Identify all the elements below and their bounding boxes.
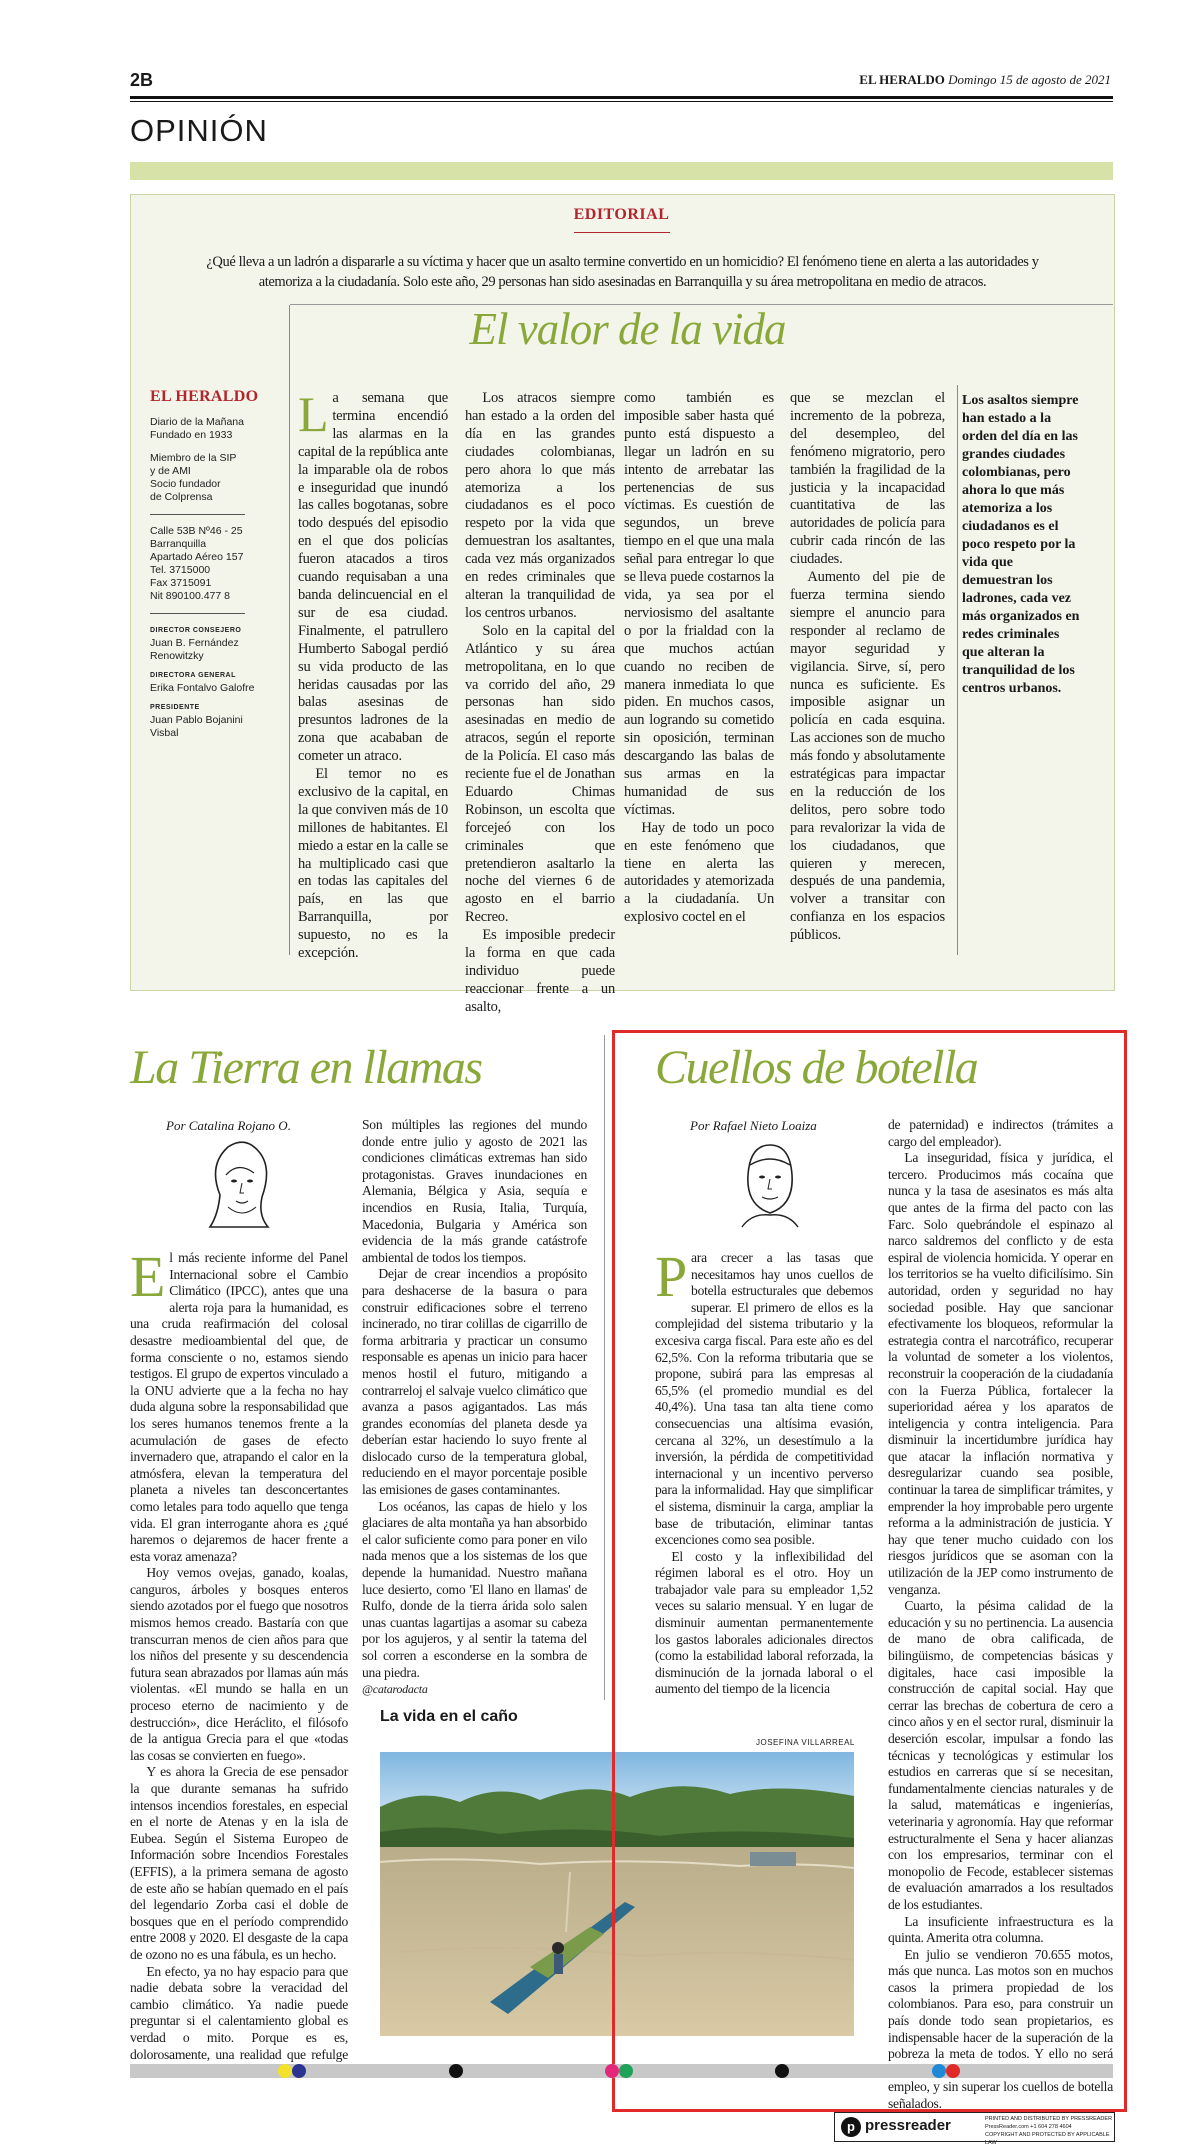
- registration-dot: [292, 2064, 306, 2078]
- masthead-line: Miembro de la SIP: [150, 452, 237, 464]
- staff-role: DIRECTORA GENERAL: [150, 672, 236, 679]
- staff-name: Juan Pablo Bojanini: [150, 714, 243, 726]
- paragraph: La insuficiente infraestructura es la quinta. Amerita otra columna.: [888, 1913, 1113, 1946]
- masthead-logo: EL HERALDO: [150, 388, 259, 405]
- editorial-dropcap: L: [298, 386, 329, 442]
- registration-dot: [946, 2064, 960, 2078]
- paragraph: Aumento del pie de fuerza termina siendo siempre el anuncio para responder al reclamo de mayor seguridad y vigilancia. Sirve, sí, pero nunca es suficiente. Es imposible asignar un policía en cada esquina. Las acciones son de mucho más fondo y absolutamente estratégicas para impactar en la reducción de los delitos, pero sobre todo para revalorizar la vida de los ciudadanos, que quieren y merecen, después de una pandemia, volver a transitar con confianza en los espacios públicos.: [790, 569, 945, 944]
- masthead-line: Apartado Aéreo 157: [150, 551, 244, 563]
- paragraph: La inseguridad, física y jurídica, el tercero. Producimos más cocaína que nunca y la tasa de asesinatos es más alta que antes de la firma del pacto con las Farc. Solo quebrándole el espinazo al narco saldremos del conflicto y de esta espiral de violencia homicida. Y operar en los territorios se ha vuelto dificilísimo. Sin autoridad, orden y seguridad no hay sociedad posible. Hay que sancionar efectivamente los bloqueos, reformular la estrategia contra el narcotráfico, recuperar la voluntad de someter a los violentos, reconstruir la cooperación de la ciudadanía con la Fuerza Pública, fortalecer la superioridad aérea y los aparatos de inteligencia y contra inteligencia. Para disminuir la incertidumbre jurídica hay que atacar la inflación normativa y desregularizar cuando sea posible, continuar la tarea de simplificar trámites, y emprender la hoy improbable pero urgente reforma a la administración de justicia. Y hay que tener mucho cuidado con los riesgos jurídicos que se asoman con la utilización de la JEP como instrumento de venganza.: [888, 1150, 1113, 1597]
- paragraph: Hay de todo un poco en este fenómeno que tiene en alerta las autoridades y atemorizada a la ciudadanía. Un explosivo coctel en el: [624, 819, 774, 926]
- paragraph: que se mezclan el incremento de la pobreza, del desempleo, del fenómeno migratorio, pero también la fragilidad de la justicia y la incapacidad cuantitativa de las autoridades de policía para cubrir cada rincón de las ciudades.: [790, 390, 945, 568]
- article-left-column-1: [130, 1244, 348, 2080]
- article-right-column-1: [655, 1244, 873, 1698]
- editorial-kicker-rule: [574, 232, 670, 233]
- article-left-column-2: [362, 1117, 587, 1698]
- masthead-line: Diario de la Mañana: [150, 416, 244, 428]
- paragraph: a semana que termina encendió las alarmas en la capital de la república ante la imparable ola de robos e inseguridad que inundó las calles bogotanas, sobre todo después del episodio en el que dos policías fueron atacados a tiros cuando requisaban a una banda delincuencial en el sur de esa ciudad. Finalmente, el patrullero Humberto Sabogal perdió su vida producto de las heridas causadas por las balas asesinas de presuntos ladrones de la zona que acababan de cometer un atraco.: [298, 390, 448, 765]
- registration-dot: [619, 2064, 633, 2078]
- masthead-line: y de AMI: [150, 465, 191, 477]
- staff-name: Juan B. Fernández: [150, 637, 239, 649]
- paragraph: En julio se vendieron 70.655 motos, más que nunca. Las motos son en muchos casos la primera propiedad de los colombianos. Para eso, para construir un país donde todo sean propietarios, es indispensable hacer de la superación de la pobreza la meta de todos. Y ello no será empleo, y sin superar los cuellos de botella señalados.: [888, 1946, 1113, 2112]
- registration-dot: [449, 2064, 463, 2078]
- masthead-line: Tel. 3715000: [150, 564, 211, 576]
- section-title: OPINIÓN: [130, 113, 268, 148]
- paragraph: Y es ahora la Grecia de ese pensador la que durante semanas ha sufrido intensos incendios forestales, en especial en el norte de Atenas y en la isla de Eubea. Según el Sistema Europeo de Información sobre Incendios Forestales (EFFIS), a la primera semana de agosto de este año se habían quemado en el país del legendario Zorba casi el doble de bosques que en el período comprendido entre 2008 y 2020. El desgaste de la capa de ozono no es una fábula, es un hecho.: [130, 1764, 348, 1962]
- paragraph: Es imposible predecir la forma en que cada individuo puede reaccionar frente a un asalto,: [465, 927, 615, 1015]
- fine-print-line: PressReader.com +1 604 278 4604: [985, 2124, 1072, 2130]
- article-right-byline: Por Rafael Nieto Loaiza: [690, 1118, 817, 1133]
- column-rule: [604, 1035, 605, 1700]
- staff-name: Erika Fontalvo Galofre: [150, 682, 255, 694]
- paragraph: l más reciente informe del Panel Internacional sobre el Cambio Climático (IPCC), antes que una alerta roja para la humanidad, es una cruda reafirmación del colosal desastre medioambiental del que, de forma consciente o no, estamos siendo testigos. El grupo de expertos vinculado a la ONU advierte que a la fecha no hay duda alguna sobre la responsabilidad que los seres humanos tenemos frente a la acumulación de gases de efecto invernadero que, atrapando el calor en la atmósfera, elevan la temperatura del planeta a niveles tan desconcertantes como letales para todo aquello que tenga vida. El gran interrogante ahora es ¿qué haremos o dejaremos de hacer frente a esta voraz amenaza?: [130, 1250, 348, 1564]
- paragraph: de paternidad) e indirectos (trámites a cargo del empleador).: [888, 1117, 1113, 1149]
- paragraph: Son múltiples las regiones del mundo donde entre julio y agosto de 2021 las condiciones climáticas extremas han sido protagonistas. Graves inundaciones en Alemania, Bélgica y Asia, sequía e incendios en Rusia, Italia, Turquía, Macedonia, Bulgaria y América son evidencia de la más grande catástrofe ambiental de todos los tiempos.: [362, 1117, 587, 1265]
- registration-dot: [278, 2064, 292, 2078]
- registration-dot: [775, 2064, 789, 2078]
- pressreader-icon: p: [841, 2117, 861, 2137]
- article-right-title: Cuellos de botella: [655, 1041, 978, 1094]
- pressreader-fine-print: [985, 2115, 1113, 2147]
- author-portrait: [728, 1135, 810, 1230]
- editorial-pullquote: Los asaltos siempre han estado a la orden del día en las grandes ciudades colombianas, pero ahora lo que más atemoriza a los ciudadanos es el poco respeto por la vida que demuestran los ladrones, cada vez más organizados en redes criminales que alteran la tranquilidad de los centros urbanos.: [962, 393, 1080, 696]
- masthead-line: Barranquilla: [150, 538, 207, 550]
- author-portrait: [198, 1135, 280, 1230]
- header-rule-thin: [130, 101, 1113, 102]
- masthead-line: Calle 53B Nº46 - 25: [150, 525, 243, 537]
- editorial-title: El valor de la vida: [469, 304, 786, 354]
- page-number: 2B: [130, 70, 154, 90]
- paragraph: Hoy vemos ovejas, ganado, koalas, canguros, árboles y bosques enteros siendo azotados por el fuego que nosotros mismos hemos creado. Bastaría con que transcurran menos de cien años para que los niños del presente y su descendencia futura sean abrazados por llamas aún más violentas. «El mundo se halla en un proceso eterno de nacimiento y de destrucción», dice Heráclito, el filósofo de la antigua Grecia para el que «todas las cosas se convierten en fuego».: [130, 1565, 348, 1763]
- staff-name: Visbal: [150, 727, 179, 739]
- paragraph: El temor no es exclusivo de la capital, en la que conviven más de 10 millones de habitantes. El miedo a estar en la calle se ha multiplicado casi que en todas las capitales del país, en las que Barranquilla, por supuesto, no es la excepción.: [298, 766, 448, 962]
- author-handle: @catarodacta: [362, 1682, 428, 1697]
- editorial-column-3: [624, 390, 774, 927]
- editorial-column-2: [465, 390, 615, 1017]
- header-date: Domingo 15 de agosto de 2021: [948, 72, 1111, 87]
- masthead-line: Fax 3715091: [150, 577, 212, 589]
- paragraph: Cuarto, la pésima calidad de la educación y su no pertinencia. La ausencia de mano de obra calificada, de bilingüismo, de competencias básicas y digitales, hace casi imposible la construcción de capital social. Hay que cerrar las brechas de cobertura de cero a cinco años y en el sector rural, disminuir la deserción escolar, impulsar a fondo las técnicas y tecnológicas y estimular los estudios en carreras que sí se necesitan, fundamentalmente ciencias naturales y de la salud, matemáticas e ingenierías, veterinaria y agronomía. Hay que reformar estructuralmente el Sena y hacer alianzas con los empresarios, terminar con el monopolio de Fecode, establecer sistemas de evaluación amarrados a los resultados de los estudiantes.: [888, 1598, 1113, 1912]
- paragraph: El costo y la inflexibilidad del régimen laboral es el otro. Hoy un trabajador vale para su empleador 1,52 veces su salario mensual. Y en lugar de disminuir aumentan permanentemente los gastos laborales adicionales directos (como la estabilidad laboral reforzada, la disminución de la jornada laboral o el aumento del tiempo de la licencia: [655, 1548, 873, 1697]
- masthead-box: [150, 388, 275, 740]
- staff-role: PRESIDENTE: [150, 704, 200, 711]
- article-left-dropcap: E: [130, 1244, 166, 1309]
- paragraph: como también es imposible saber hasta qué punto está dispuesto a llegar un ladrón en su intento de arrebatar las pertenencias de sus víctimas. Es cuestión de segundos, un breve tiempo en el que una mala señal para entregar lo que se lleva puede costarnos la vida, ya sea por el nerviosismo del asaltante o por la frialdad con la que muchos actúan cuando no reciben de manera inmediata lo que piden. En muchos casos, aun logrando su cometido sin oposición, terminan descargando las balas de sus armas en la humanidad de sus víctimas.: [624, 390, 774, 818]
- paragraph: Los océanos, las capas de hielo y los glaciares de alta montaña ya han absorbido el calor suficiente como para poner en vilo nada menos que a los sistemas de los que depende la humanidad. Nuestro mañana luce desierto, como 'El llano en llamas' de Rulfo, donde de la tierra árida solo salen unas cuantas lagartijas a asomar su cabeza por los agujeros, y al sentir la tatema del sol corren a esconderse en la sombra de una piedra.: [362, 1498, 587, 1680]
- editorial-column-1: [298, 386, 448, 963]
- article-right-dropcap: P: [655, 1244, 688, 1309]
- paragraph: Dejar de crear incendios a propósito para deshacerse de la basura o para construir edificaciones sobre el terreno incinerado, no tirar colillas de cigarrillo de forma arbitraria y practicar un consumo responsable es apenas un inicio para hacer menos hostil el futuro, mitigando a contrarreloj el salvaje vuelco climático que avanza a pasos agigantados. Las más grandes economías del planeta desde ya deberían estar haciendo lo suyo frente al dislocado curso de la temperatura global, reduciendo en el mayor porcentaje posible las emisiones de gases contaminantes.: [362, 1266, 587, 1498]
- staff-name: Renowitzky: [150, 650, 204, 662]
- masthead-line: de Colprensa: [150, 491, 213, 503]
- pressreader-logo: pressreader: [865, 2117, 951, 2134]
- photo-credit: JOSEFINA VILLARREAL: [756, 1738, 855, 1747]
- pressreader-badge: [834, 2112, 1115, 2146]
- masthead-line: Nit 890100.477 8: [150, 590, 230, 602]
- registration-dot: [605, 2064, 619, 2078]
- article-left-title: La Tierra en llamas: [130, 1041, 482, 1094]
- fine-print-line: PRINTED AND DISTRIBUTED BY PRESSREADER: [985, 2116, 1113, 2122]
- column-rule: [289, 305, 290, 955]
- masthead-line: Socio fundador: [150, 478, 221, 490]
- paragraph: En efecto, ya no hay espacio para que nadie debata sobre la veracidad del cambio climático. Ya nadie puede preguntar si el calentamiento global es verdad o mito. Porque es es, dolorosamente, una realidad que refulge: [130, 1963, 348, 2062]
- article-right-column-2: [888, 1117, 1113, 2113]
- column-rule: [957, 385, 958, 955]
- editorial-column-4: [790, 390, 945, 945]
- section-bar: [130, 162, 1113, 180]
- header-masthead-date: [859, 72, 1111, 88]
- masthead-line: Fundado en 1933: [150, 429, 233, 441]
- editorial-kicker: EDITORIAL: [573, 206, 670, 223]
- header-masthead: EL HERALDO: [859, 72, 945, 87]
- paragraph: Los atracos siempre han estado a la orden del día en las grandes ciudades colombianas, pero ahora lo que más atemoriza a los ciudadanos es el poco respeto por la vida que demuestran los asaltantes, cada vez más organizados en redes criminales que alteran la tranquilidad de los centros urbanos.: [465, 390, 615, 621]
- registration-dot: [932, 2064, 946, 2078]
- header-rule: [130, 96, 1113, 99]
- paragraph: ara crecer a las tasas que necesitamos hay unos cuellos de botella estructurales que debemos superar. El primero de ellos es la complejidad del sistema tributario y la excesiva carga fiscal. Para este año es del 62,5%. Con la reforma tributaria que se propone, subirá para las empresas al 65,5% (el promedio mundial es del 40,4%). Una tasa tan alta tiene como consecuencias una altísima evasión, cercana al 32%, un desestímulo a la inversión, la pérdida de competitividad internacional y un incentivo perverso para la informalidad. Hay que simplificar el sistema, disminuir la carga, ampliar la base de tributación, eliminar tantas excenciones como sea posible.: [655, 1250, 873, 1548]
- staff-role: DIRECTOR CONSEJERO: [150, 627, 242, 634]
- editorial-summary: ¿Qué lleva a un ladrón a dispararle a su víctima y hacer que un asalto termine convertido en un homicidio? El fenómeno tiene en alerta a las autoridades y atemoriza a la ciudadanía. Solo este año, 29 personas han sido asesinadas en Barranquilla y su área metropolitana en medio de atracos.: [206, 254, 1039, 290]
- fine-print-line: COPYRIGHT AND PROTECTED BY APPLICABLE LAW: [985, 2132, 1110, 2146]
- paragraph: Solo en la capital del Atlántico y su área metropolitana, en lo que va corrido del año, 29 personas han sido asesinadas en medio de atracos, según el reporte de la Policía. El caso más reciente fue el de Jonathan Eduardo Chimas Robinson, un escolta que forcejeó con los criminales que pretendieron asaltarlo la noche del viernes 6 de agosto en el barrio Recreo.: [465, 622, 615, 926]
- article-left-byline: Por Catalina Rojano O.: [166, 1118, 291, 1133]
- photo-caption-title: La vida en el caño: [380, 1708, 518, 1725]
